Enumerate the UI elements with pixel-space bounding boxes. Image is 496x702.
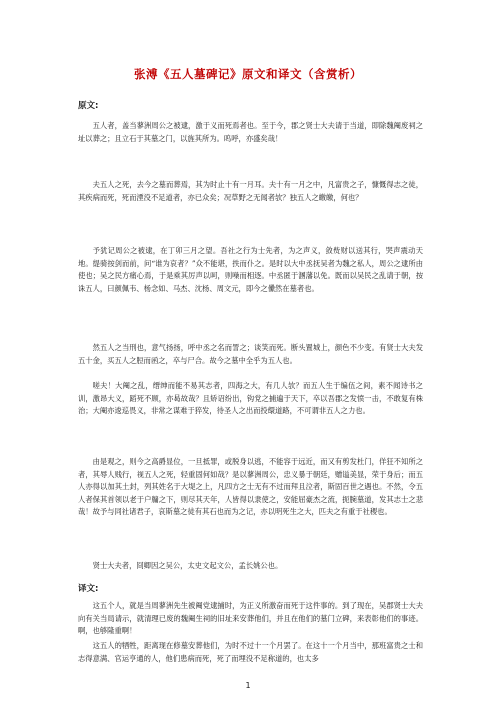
translation-paragraph-1: 这五个人，就是当周蓼洲先生被阉党逮捕时，为正义所激奋而死于这件事的。到了现在，吴郡贤士大夫向有关当局请示，就清理已废的魏阉生祠的旧址来安葬他们，并且在他们的墓门立碑，来表彰他们的事迹。啊，也够隆重啊！ bbox=[78, 601, 423, 636]
original-paragraph-5: 嗟夫！大阉之乱，缙绅而能不易其志者，四海之大，有几人欤？而五人生于编伍之间，素不闻诗书之训，激昂大义，蹈死不顾，亦曷故哉？且矫诏纷出，钩党之捕遍于天下，卒以吾郡之发愤一击，不敢复有株治；大阉亦逡巡畏义，非常之谋难于猝发，待圣人之出而投缳道路，不可谓非五人之力也。 bbox=[78, 381, 423, 416]
original-paragraph-2: 夫五人之死，去今之墓而葬焉，其为时止十有一月耳。夫十有一月之中，凡富贵之子，慷慨得志之徒，其疾病而死，死而湮没不足道者，亦已众矣；况草野之无闻者欤？独五人之皦皦，何也？ bbox=[78, 180, 423, 202]
page-number: 1 bbox=[245, 681, 251, 690]
original-paragraph-3: 予犹记周公之被逮，在丁卯三月之望。吾社之行为士先者，为之声义，敛赀财以送其行，哭声震动天地。缇骑按剑而前，问“谁为哀者？”众不能堪，抶而仆之。是时以大中丞抚吴者为魏之私人，周公之逮所由使也；吴之民方痛心焉，于是乘其厉声以呵，则噪而相逐。中丞匿于溷藩以免。既而以吴民之乱请于朝，按诛五人，曰颜佩韦、杨念如、马杰、沈杨、周文元，即今之儽然在墓者也。 bbox=[78, 246, 423, 293]
document-title: 张溥《五人墓碑记》原文和译文（含赏析） bbox=[134, 67, 362, 81]
original-paragraph-7: 贤士大夫者，冏卿因之吴公，太史文起文公，孟长姚公也。 bbox=[92, 561, 283, 570]
translation-paragraph-2: 这五人的牺牲，距离现在修墓安葬他们，为时不过十一个月罢了。在这十一个月当中，那班富贵之士和志得意满、官运亨通的人，他们患病而死，死了而埋没不足称道的，也太多 bbox=[78, 641, 423, 663]
original-heading: 原文: bbox=[78, 101, 99, 111]
translation-heading: 译文: bbox=[78, 584, 99, 594]
original-paragraph-6: 由是观之，则今之高爵显位，一旦抵罪，或脱身以逃，不能容于远近，而又有剪发杜门，佯狂不知所之者，其辱人贱行，视五人之死，轻重固何如哉？是以蓼洲周公，忠义暴于朝廷，赠谥美显，荣于身后；而五人亦得以加其土封，列其姓名于大堤之上，凡四方之士无有不过而拜且泣者，斯固百世之遇也。不然，令五人者保其首领以老于户牖之下，则尽其天年，人皆得以隶使之，安能屈豪杰之流，扼腕墓道，发其志士之悲哉！故予与同社诸君子，哀斯墓之徒有其石也而为之记，亦以明死生之大，匹夫之有重于社稷也。 bbox=[78, 457, 423, 517]
original-paragraph-1: 五人者，盖当蓼洲周公之被逮，激于义而死焉者也。至于今，郡之贤士大夫请于当道，即除魏阉废祠之址以葬之；且立石于其墓之门，以旌其所为。呜呼，亦盛矣哉！ bbox=[78, 121, 423, 143]
original-paragraph-4: 然五人之当刑也，意气扬扬，呼中丞之名而詈之；谈笑而死。断头置城上，颜色不少变。有贤士大夫发五十金，买五人之脰而函之，卒与尸合。故今之墓中全乎为五人也。 bbox=[78, 343, 423, 365]
